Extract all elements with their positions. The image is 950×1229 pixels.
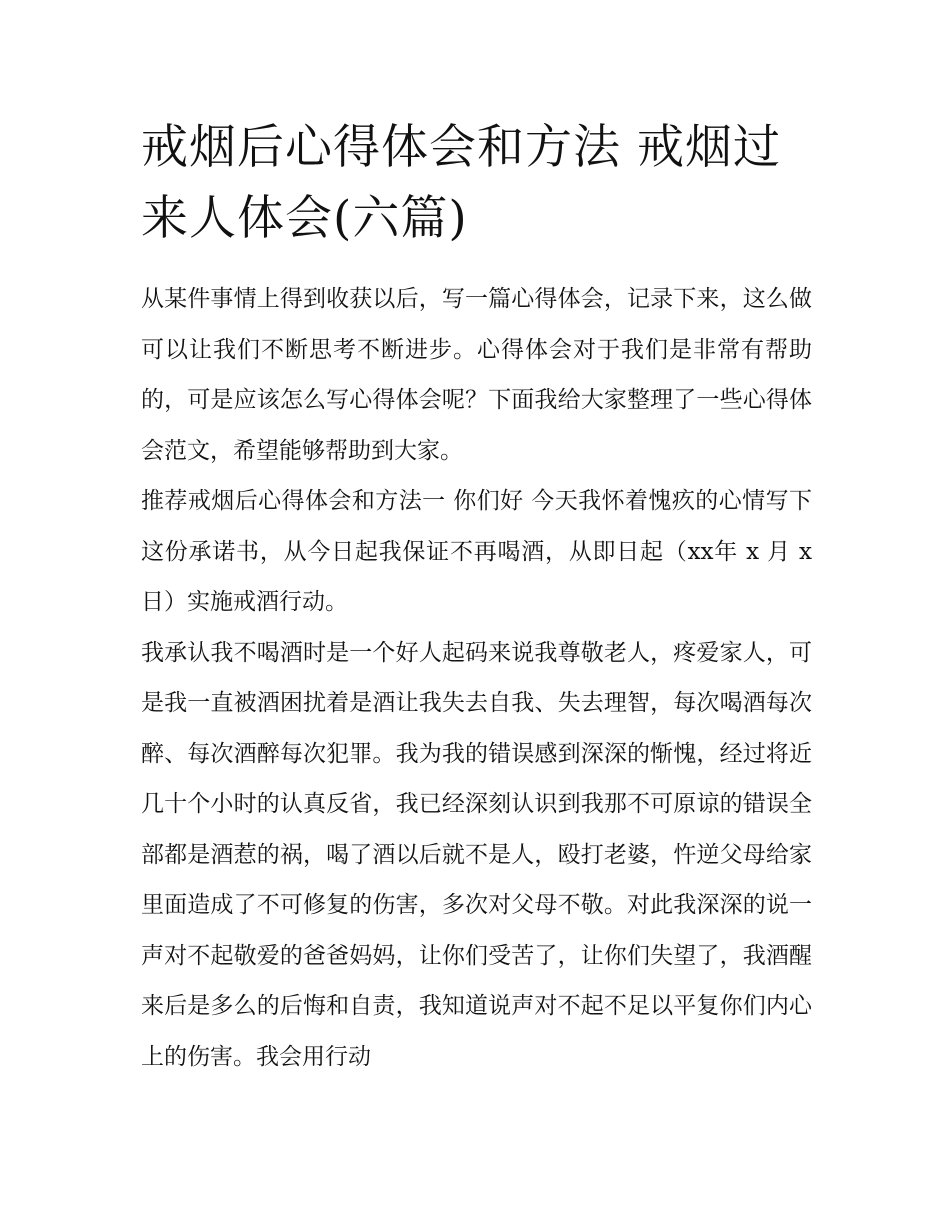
paragraph-intro: 从某件事情上得到收获以后，写一篇心得体会，记录下来，这么做可以让我们不断思考不断进步。心得体会对于我们是非常有帮助的，可是应该怎么写心得体会呢？下面我给大家整理了一些心得体会范文，希望能够帮助到大家。 <box>141 286 812 464</box>
paragraph-recommendation: 推荐戒烟后心得体会和方法一 你们好 今天我怀着愧疚的心情写下这份承诺书，从今日起我保证不再喝酒，从即日起（xx年 x 月 x 日）实施戒酒行动。 <box>141 488 812 615</box>
paragraph-confession: 我承认我不喝酒时是一个好人起码来说我尊敬老人，疼爱家人，可是我一直被酒困扰着是酒让我失去自我、失去理智，每次喝酒每次醉、每次酒醉每次犯罪。我为我的错误感到深深的惭愧，经过将近几十个小时的认真反省，我已经深刻认识到我那不可原谅的错误全部都是酒惹的祸，喝了酒以后就不是人，殴打老婆，忤逆父母给家里面造成了不可修复的伤害，多次对父母不敬。对此我深深的说一声对不起敬爱的爸爸妈妈，让你们受苦了，让你们失望了，我酒醒来后是多么的后悔和自责，我知道说声对不起不足以平复你们内心上的伤害。我会用行动 <box>141 639 812 1070</box>
document-title: 戒烟后心得体会和方法 戒烟过来人体会(六篇) <box>141 120 781 246</box>
document-body <box>141 274 812 1082</box>
